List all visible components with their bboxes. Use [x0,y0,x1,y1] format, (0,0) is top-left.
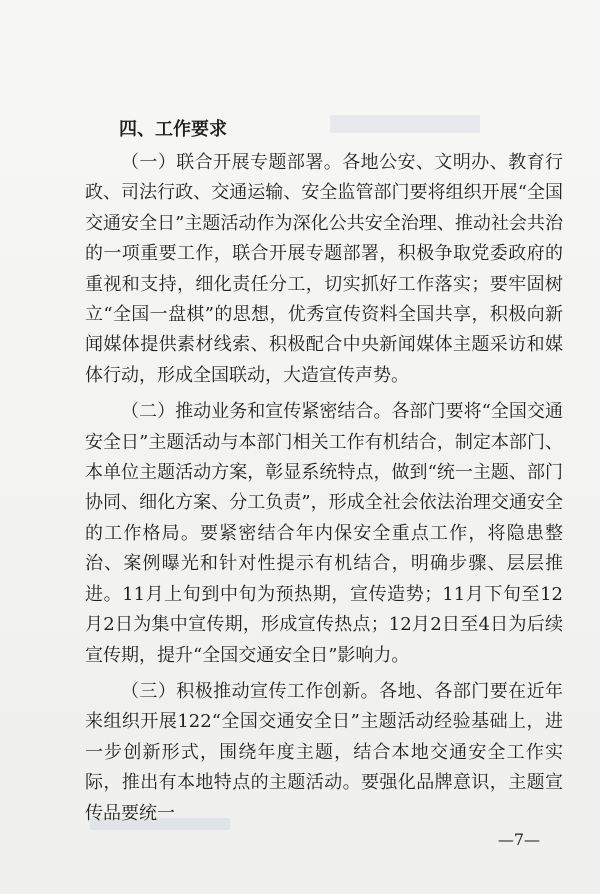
paragraph-1-body: 各地公安、文明办、教育行政、司法行政、交通运输、安全监管部门要将组织开展“全国交通安全日”主题活动作为深化公共安全治理、推动社会共治的一项重要工作，联合开展专题部署，积极争取党委政府的重视和支持，细化责任分工，切实抓好工作落实；要牢固树立“全国一盘棋”的思想，优秀宣传资料全国共享，积极向新闻媒体提供素材线索、积极配合中央新闻媒体主题采访和媒体行动，形成全国联动，大造宣传声势。 [85,152,564,386]
paragraph-3-body: 各地、各部门要在近年来组织开展122“全国交通安全日”主题活动经验基础上，进一步创新形式，围绕年度主题，结合本地交通安全工作实际，推出有本地特点的主题活动。要强化品牌意识，主题宣传品要统一 [85,680,564,824]
paragraph-3 [85,677,563,829]
paragraph-2-lead: （二）推动业务和宣传紧密结合。 [121,401,392,423]
paragraph-2 [85,397,563,671]
page-number: —7— [497,830,540,849]
paragraph-1 [85,148,563,391]
section-heading: 四、工作要求 [119,119,227,140]
paragraph-1-lead: （一）联合开展专题部署。 [121,152,343,173]
document-body [85,112,563,835]
paragraph-2-body: 各部门要将“全国交通安全日”主题活动与本部门相关工作有机结合，制定本部门、本单位主题活动方案，彰显系统特点，做到“统一主题、部门协同、细化方案、分工负责”，形成全社会依法治理交通安全的工作格局。要紧密结合年内保安全重点工作，将隐患整治、案例曝光和针对性提示有机结合，明确步骤、层层推进。11月上旬到中旬为预热期，宣传造势；11月下旬至12月2日为集中宣传期，形成宣传热点；12月2日至4日为后续宣传期，提升“全国交通安全日”影响力。 [85,401,564,666]
paragraph-3-lead: （三）积极推动宣传工作创新。 [121,680,380,702]
